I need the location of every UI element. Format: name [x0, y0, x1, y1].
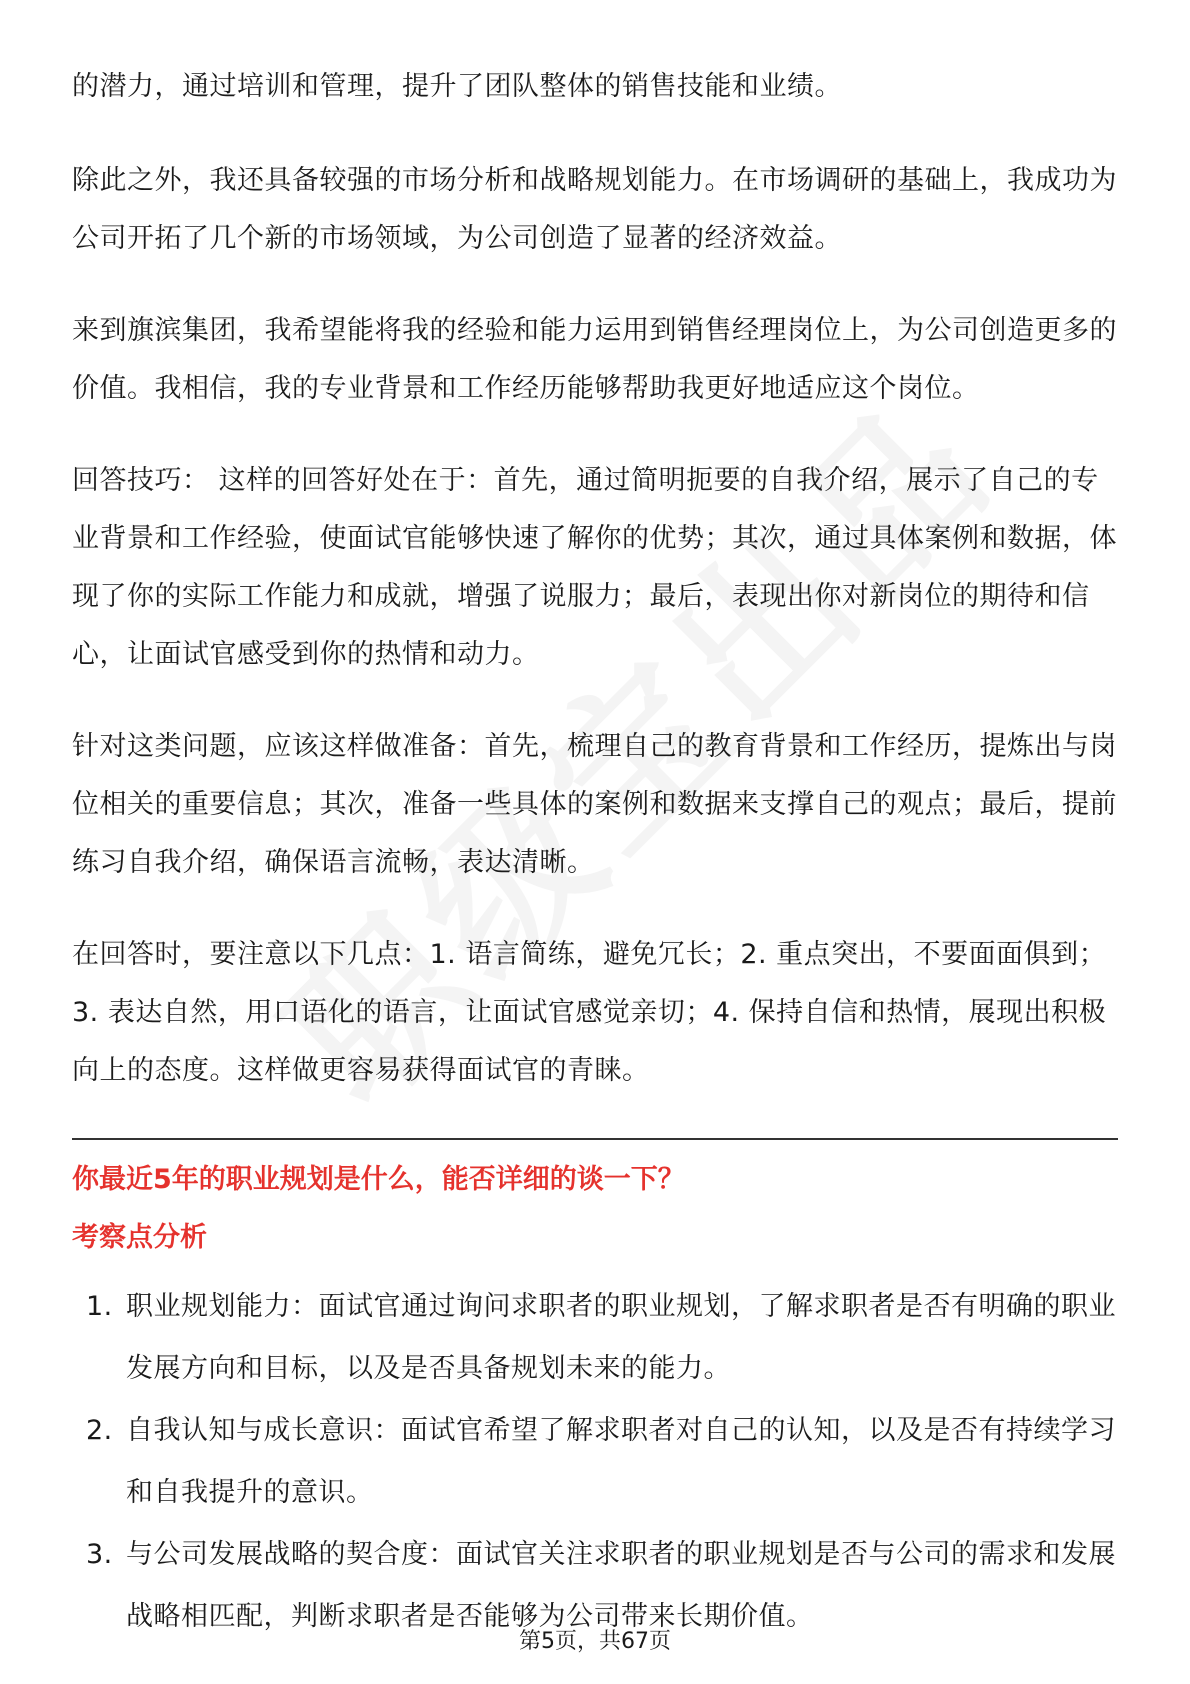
list-number: 1.: [86, 1291, 113, 1322]
list-text: 自我认知与成长意识：面试官希望了解求职者对自己的认知，以及是否有持续学习和自我提升的意识。: [126, 1415, 1116, 1508]
page-footer: 第5页，共67页: [519, 1629, 671, 1654]
list-text: 与公司发展战略的契合度：面试官关注求职者的职业规划是否与公司的需求和发展战略相匹配，判断求职者是否能够为公司带来长期价值。: [126, 1539, 1116, 1632]
paragraph-4: 回答技巧： 这样的回答好处在于：首先，通过简明扼要的自我介绍，展示了自己的专业背景和工作经验，使面试官能够快速了解你的优势；其次，通过具体案例和数据，体现了你的实际工作能力和成就，增强了说服力；最后，表现出你对新岗位的期待和信心，让面试官感受到你的热情和动力。: [72, 465, 1117, 670]
list-item: [72, 1276, 1118, 1400]
list-number: 3.: [86, 1539, 113, 1570]
paragraph-3: 来到旗滨集团，我希望能将我的经验和能力运用到销售经理岗位上，为公司创造更多的价值。我相信，我的专业背景和工作经历能够帮助我更好地适应这个岗位。: [72, 315, 1117, 404]
section-divider: [72, 1138, 1118, 1140]
paragraph-2: 除此之外，我还具备较强的市场分析和战略规划能力。在市场调研的基础上，我成功为公司开拓了几个新的市场领域，为公司创造了显著的经济效益。: [72, 165, 1117, 254]
paragraph-5: 针对这类问题，应该这样做准备：首先，梳理自己的教育背景和工作经历，提炼出与岗位相关的重要信息；其次，准备一些具体的案例和数据来支撑自己的观点；最后，提前练习自我介绍，确保语言流畅，表达清晰。: [72, 731, 1117, 878]
paragraph-1: 的潜力，通过培训和管理，提升了团队整体的销售技能和业绩。: [72, 71, 842, 102]
list-number: 2.: [86, 1415, 113, 1446]
list-text: 职业规划能力：面试官通过询问求职者的职业规划，了解求职者是否有明确的职业发展方向和目标，以及是否具备规划未来的能力。: [126, 1291, 1116, 1384]
question-heading: 你最近5年的职业规划是什么，能否详细的谈一下？: [72, 1164, 685, 1195]
paragraph-6: 在回答时，要注意以下几点：1. 语言简练，避免冗长；2. 重点突出，不要面面俱到；3. 表达自然，用口语化的语言，让面试官感觉亲切；4. 保持自信和热情，展现出积极向上的态度。这样做更容易获得面试官的青睐。: [72, 939, 1107, 1086]
document-page: [72, 58, 1118, 1648]
list-item: [72, 1400, 1118, 1524]
analysis-list: [72, 1276, 1118, 1648]
section-title: 考察点分析: [72, 1222, 207, 1253]
